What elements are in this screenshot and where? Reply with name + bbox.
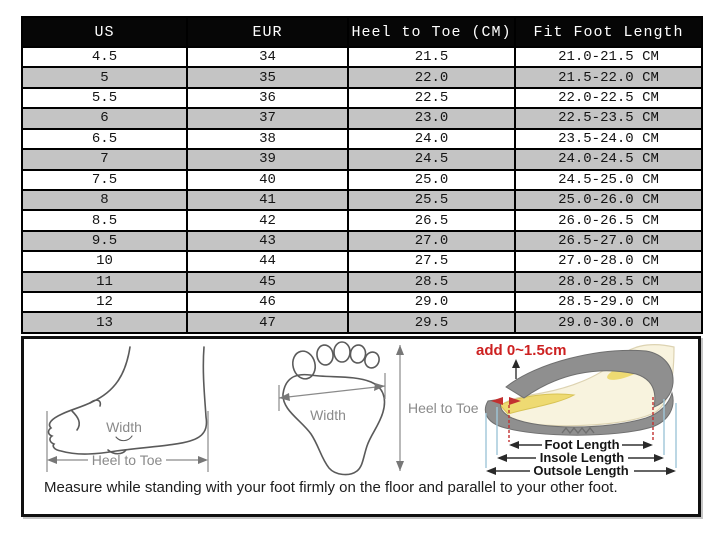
table-cell: 29.0-30.0 CM <box>515 312 702 333</box>
table-cell: 21.0-21.5 CM <box>515 47 702 67</box>
header-eur: EUR <box>187 17 348 47</box>
side-width-label: Width <box>106 419 142 435</box>
table-cell: 38 <box>187 129 348 149</box>
table-cell: 39 <box>187 149 348 169</box>
table-cell: 5 <box>22 67 187 87</box>
table-cell: 36 <box>187 88 348 108</box>
table-row <box>22 312 702 333</box>
measure-instruction-note: Measure while standing with your foot firmly on the floor and parallel to your other foot. <box>44 479 618 496</box>
table-cell: 8.5 <box>22 210 187 230</box>
footprint-heel-to-toe-label: Heel to Toe <box>408 400 479 416</box>
table-cell: 5.5 <box>22 88 187 108</box>
table-cell: 47 <box>187 312 348 333</box>
table-cell: 26.5 <box>348 210 515 230</box>
table-cell: 22.5 <box>348 88 515 108</box>
insole-length-label: Insole Length <box>539 450 625 465</box>
table-cell: 29.5 <box>348 312 515 333</box>
add-allowance-label: add 0~1.5cm <box>476 342 567 359</box>
table-cell: 44 <box>187 251 348 271</box>
table-cell: 27.0-28.0 CM <box>515 251 702 271</box>
table-cell: 10 <box>22 251 187 271</box>
table-cell: 22.0-22.5 CM <box>515 88 702 108</box>
table-row <box>22 88 702 108</box>
table-cell: 25.0 <box>348 170 515 190</box>
table-cell: 23.5-24.0 CM <box>515 129 702 149</box>
table-cell: 7.5 <box>22 170 187 190</box>
table-cell: 7 <box>22 149 187 169</box>
table-cell: 22.0 <box>348 67 515 87</box>
footprint-width-label: Width <box>310 407 346 423</box>
table-cell: 26.5-27.0 CM <box>515 231 702 251</box>
foot-length-label: Foot Length <box>544 437 620 452</box>
table-cell: 24.5-25.0 CM <box>515 170 702 190</box>
table-row <box>22 47 702 67</box>
table-cell: 25.0-26.0 CM <box>515 190 702 210</box>
table-cell: 28.5 <box>348 272 515 292</box>
table-cell: 22.5-23.5 CM <box>515 108 702 128</box>
table-cell: 42 <box>187 210 348 230</box>
table-cell: 23.0 <box>348 108 515 128</box>
table-cell: 46 <box>187 292 348 312</box>
table-cell: 6 <box>22 108 187 128</box>
table-cell: 34 <box>187 47 348 67</box>
table-cell: 24.0-24.5 CM <box>515 149 702 169</box>
table-row <box>22 108 702 128</box>
header-fit-foot-length: Fit Foot Length <box>515 17 702 47</box>
table-row <box>22 251 702 271</box>
side-heel-to-toe-label: Heel to Toe <box>91 452 163 468</box>
table-row <box>22 129 702 149</box>
table-cell: 40 <box>187 170 348 190</box>
table-cell: 13 <box>22 312 187 333</box>
table-cell: 8 <box>22 190 187 210</box>
outsole-length-label: Outsole Length <box>533 463 629 478</box>
table-cell: 21.5 <box>348 47 515 67</box>
table-row <box>22 292 702 312</box>
table-cell: 43 <box>187 231 348 251</box>
measure-guide-panel <box>21 336 701 517</box>
footprint-illustration <box>268 341 480 479</box>
table-cell: 28.5-29.0 CM <box>515 292 702 312</box>
table-row <box>22 210 702 230</box>
table-row <box>22 272 702 292</box>
size-table-body <box>22 47 702 333</box>
table-row <box>22 67 702 87</box>
table-cell: 27.5 <box>348 251 515 271</box>
table-cell: 28.0-28.5 CM <box>515 272 702 292</box>
table-cell: 9.5 <box>22 231 187 251</box>
table-cell: 27.0 <box>348 231 515 251</box>
table-cell: 11 <box>22 272 187 292</box>
shoe-length-illustration <box>476 341 696 481</box>
table-cell: 26.0-26.5 CM <box>515 210 702 230</box>
table-row <box>22 170 702 190</box>
table-cell: 45 <box>187 272 348 292</box>
table-cell: 29.0 <box>348 292 515 312</box>
table-row <box>22 149 702 169</box>
size-conversion-table <box>21 16 703 334</box>
table-cell: 25.5 <box>348 190 515 210</box>
table-cell: 12 <box>22 292 187 312</box>
table-cell: 21.5-22.0 CM <box>515 67 702 87</box>
table-cell: 6.5 <box>22 129 187 149</box>
table-cell: 37 <box>187 108 348 128</box>
table-cell: 4.5 <box>22 47 187 67</box>
table-cell: 41 <box>187 190 348 210</box>
table-cell: 35 <box>187 67 348 87</box>
table-cell: 24.5 <box>348 149 515 169</box>
side-foot-illustration <box>36 345 232 477</box>
table-cell: 24.0 <box>348 129 515 149</box>
header-heel-to-toe: Heel to Toe (CM) <box>348 17 515 47</box>
table-row <box>22 190 702 210</box>
header-us: US <box>22 17 187 47</box>
table-row <box>22 231 702 251</box>
table-header <box>22 17 702 47</box>
